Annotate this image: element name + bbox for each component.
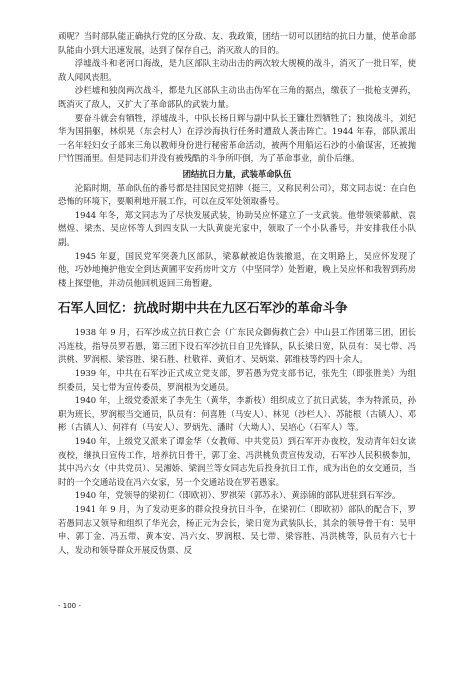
paragraph: 1940 年，上级党委派来了李先生（黄华，李新枝）组织成立了抗日武装，李为特派员，孙职为班长，罗润根当交通员，队员有：何喜胜（马安人）、林见（沙栏人）、苏能根（古镇人）、邓彬（古镇人）、何祥有（马安人）、罗炳先、潘时（大坳人）、吴培心（石军人）等。: [58, 395, 416, 433]
paragraph: 1945 年夏，国民党军突袭九区部队，梁慕献被追伪装撤退，在文明路上，吴应怀发现了他，巧妙地掩护他安全到达黄圃平安药房叶文方（中坚同学）处暂避，晚上吴应怀和我智到药房楼上探望他，并动员他回机返回三角暂避。: [58, 250, 416, 288]
paragraph: 顽呢？当时部队能正确执行党的区分敌、友、我政策，团结一切可以团结的抗日力量，使革命部队能由小到大迅速发展，达到了保存自己，消灭敌人的目的。: [58, 31, 416, 55]
middle-section: [58, 182, 416, 291]
paragraph: 沦陷时期，革命队伍的番号都是挂国民党招牌（挺三，又称民利公司），郑文同志说：在白色恐怖的环境下，要顺利地开展工作，可以在反军处领取番号。: [58, 182, 416, 207]
paragraph: 1944 年冬，郑文同志为了尽快发展武装，协助吴应怀建立了一支武装。他带领梁慕献、袁燃煌、梁杰、吴应怀等人到四支队一大队黄旋光家中，领取了一个小队番号，并安排我任小队副。: [58, 209, 416, 247]
paragraph: 1940 年，党领导的梁初仁（即欧初）、罗祺荣（郭苏永）、黄添锦的部队进驻到石军沙。: [74, 490, 401, 501]
paragraph: 1939 年，中共在石军沙正式成立党支部，罗若愚为党支部书记，张先生（即张胜美）为组织委员，吴七带为宣传委员，罗润根为交通员。: [58, 368, 416, 392]
section-heading: 团结抗日力量，武装革命队伍: [182, 168, 292, 179]
paragraph: 1938 年 9 月，石军沙成立抗日救亡会（广东民众御侮救亡会）中山县工作团第三团，团长冯连枝，指导员罗若愚，第三团下设石军沙抗日自卫先锋队，队长梁日宽，队员有：吴七带、冯洪桃、罗润根、梁容胜、梁石胜、杜敬祥、黄伯才、吴炳棠、郭维枝等约四十余人。: [58, 327, 416, 365]
paragraph: 沙栏墟和独岗两次战斗，都是九区部队主动出击伪军在三角的据点，缴获了一批枪支弹药，既消灭了敌人，又扩大了革命部队的武装力量。: [58, 85, 416, 109]
bottom-section: [58, 326, 416, 557]
article-title: 石军人回忆：抗战时期中共在九区石军沙的革命斗争: [58, 300, 348, 316]
paragraph: 浮墟战斗和老河口海战，是九区部队主动出击的两次较大规模的战斗，消灭了一批日军，使敌人闻风丧胆。: [58, 58, 416, 82]
paragraph: 1941 年 9 月，为了发动更多的群众投身抗日斗争，在梁初仁（即欧初）部队的配合下，罗若愚同志又领导和组织了华光会，杨正元为会长，梁日宽为武装队长，其余的领导骨干有：吴甲申、郭丁金、冯五带、黄本安、冯六女、罗润根、吴七带、梁容胜、冯洪桃等，队员有六七十人，发动和领导群众开展反伪票、反: [58, 504, 416, 555]
document-page: [58, 30, 416, 557]
top-section: [58, 30, 416, 166]
paragraph: 要奋斗就会有牺牲，浮墟战斗，中队长杨日辉与副中队长王镰壮烈牺牲了；独岗战斗，刘纪华为国捐躯，林炽晃（东会村人）在浮沙海执行任务时遭敌人袭击阵亡。1944 年春，部队派出一名年轻妇女子部来三角以教师身份进行秘密革命活动，被两个用船运石沙的小偷谋害，还被抛尸竹围涌里。但是同志们并没有被残酷的斗争所吓倒，为了革命事业，前仆后继。: [58, 112, 416, 164]
paragraph: 1940 年，上级党又派来了谭金华（女教师、中共党员）到石军开办夜校，发动青年妇女读夜校，继执日宣传工作，培养抗日骨干，郭丁金、冯洪桃负责宣传发动，石军沙人民积极参加，其中冯六女（中共党员）、吴湘娇、梁润兰等女同志先后投身抗日工作，成为出色的女交通员，当时的一个交通站设在冯六女家，另一个交通站设在罗若愚家。: [58, 436, 416, 487]
page-number: - 100 -: [58, 602, 81, 610]
